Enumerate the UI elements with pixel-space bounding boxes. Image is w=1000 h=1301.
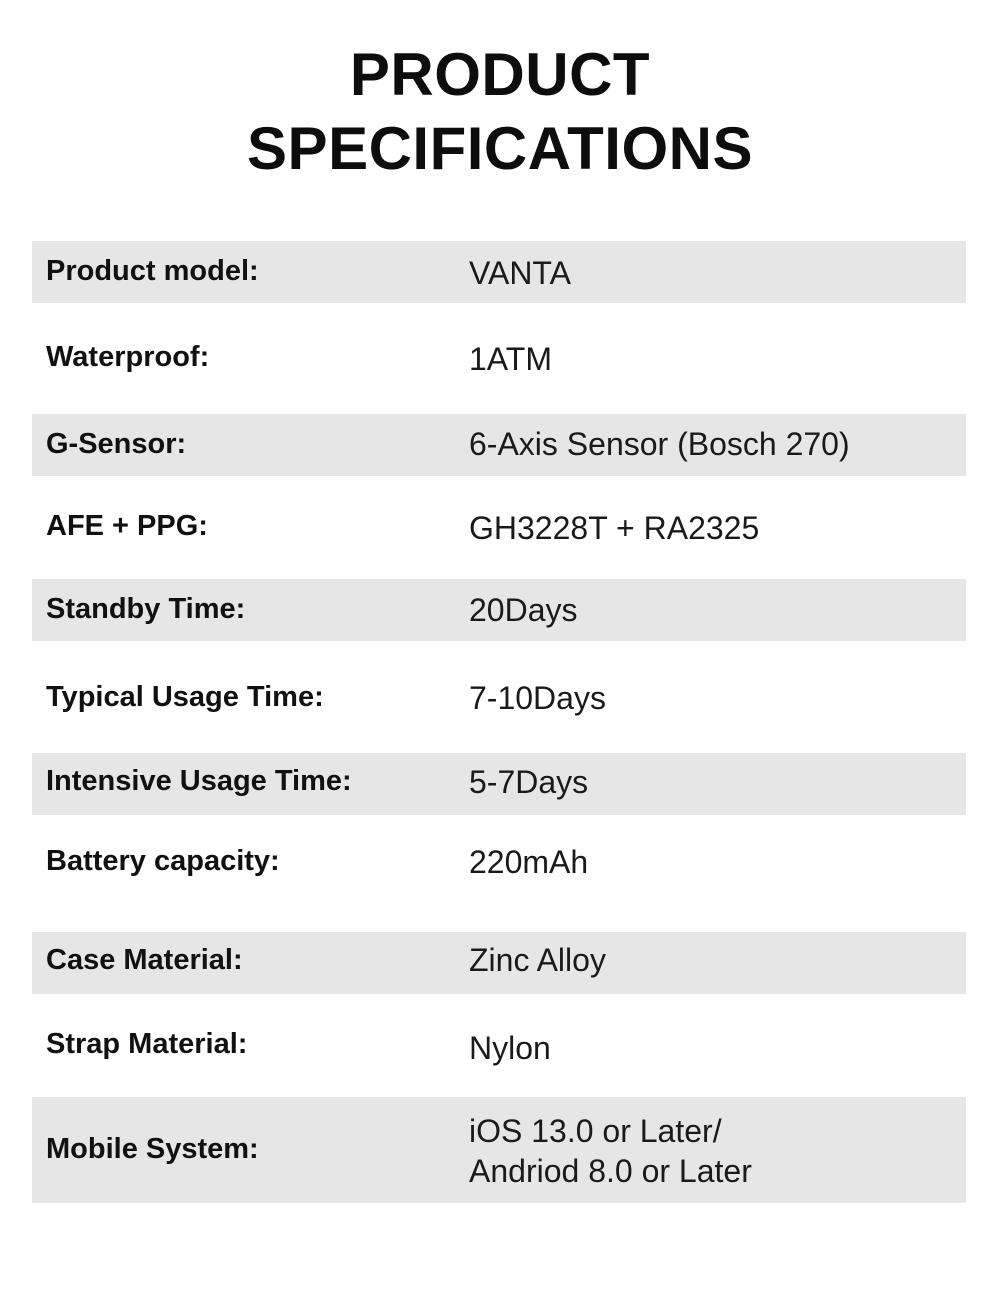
spec-value: Zinc Alloy [469, 942, 606, 978]
spec-row-waterproof [32, 303, 966, 414]
page-title [0, 38, 1000, 186]
spec-value: 6-Axis Sensor (Bosch 270) [469, 426, 850, 462]
spec-value: GH3228T + RA2325 [469, 510, 760, 546]
spec-value [469, 1111, 752, 1191]
spec-row-intensive-usage-time [32, 753, 966, 815]
spec-row-mobile-system [32, 1097, 966, 1203]
spec-label: Intensive Usage Time: [46, 765, 352, 797]
spec-value-line-1: iOS 13.0 or Later/ [469, 1113, 722, 1149]
spec-value: VANTA [469, 255, 571, 291]
spec-value: Nylon [469, 1030, 551, 1066]
spec-label: Case Material: [46, 944, 243, 976]
spec-row-case-material [32, 932, 966, 994]
spec-label: Battery capacity: [46, 845, 280, 877]
spec-value: 7-10Days [469, 680, 606, 716]
spec-row-battery-capacity [32, 815, 966, 932]
spec-row-strap-material [32, 994, 966, 1097]
page-title-line-2: SPECIFICATIONS [247, 115, 753, 182]
spec-value: 1ATM [469, 341, 552, 377]
spec-label: G-Sensor: [46, 428, 187, 460]
spec-row-typical-usage-time [32, 641, 966, 753]
spec-label: Mobile System: [46, 1133, 259, 1165]
spec-value-line-2: Andriod 8.0 or Later [469, 1153, 752, 1189]
spec-value: 220mAh [469, 844, 589, 880]
spec-label: Typical Usage Time: [46, 681, 324, 713]
spec-label: Waterproof: [46, 341, 210, 373]
spec-row-product-model [32, 241, 966, 303]
spec-value: 5-7Days [469, 764, 589, 800]
spec-label: Strap Material: [46, 1028, 248, 1060]
spec-label: Standby Time: [46, 593, 246, 625]
spec-label: AFE + PPG: [46, 510, 208, 542]
page-title-line-1: PRODUCT [349, 41, 651, 108]
spec-label: Product model: [46, 255, 259, 287]
spec-row-standby-time [32, 579, 966, 641]
spec-value: 20Days [469, 592, 578, 628]
spec-row-afe-ppg [32, 476, 966, 579]
spec-row-g-sensor [32, 414, 966, 476]
